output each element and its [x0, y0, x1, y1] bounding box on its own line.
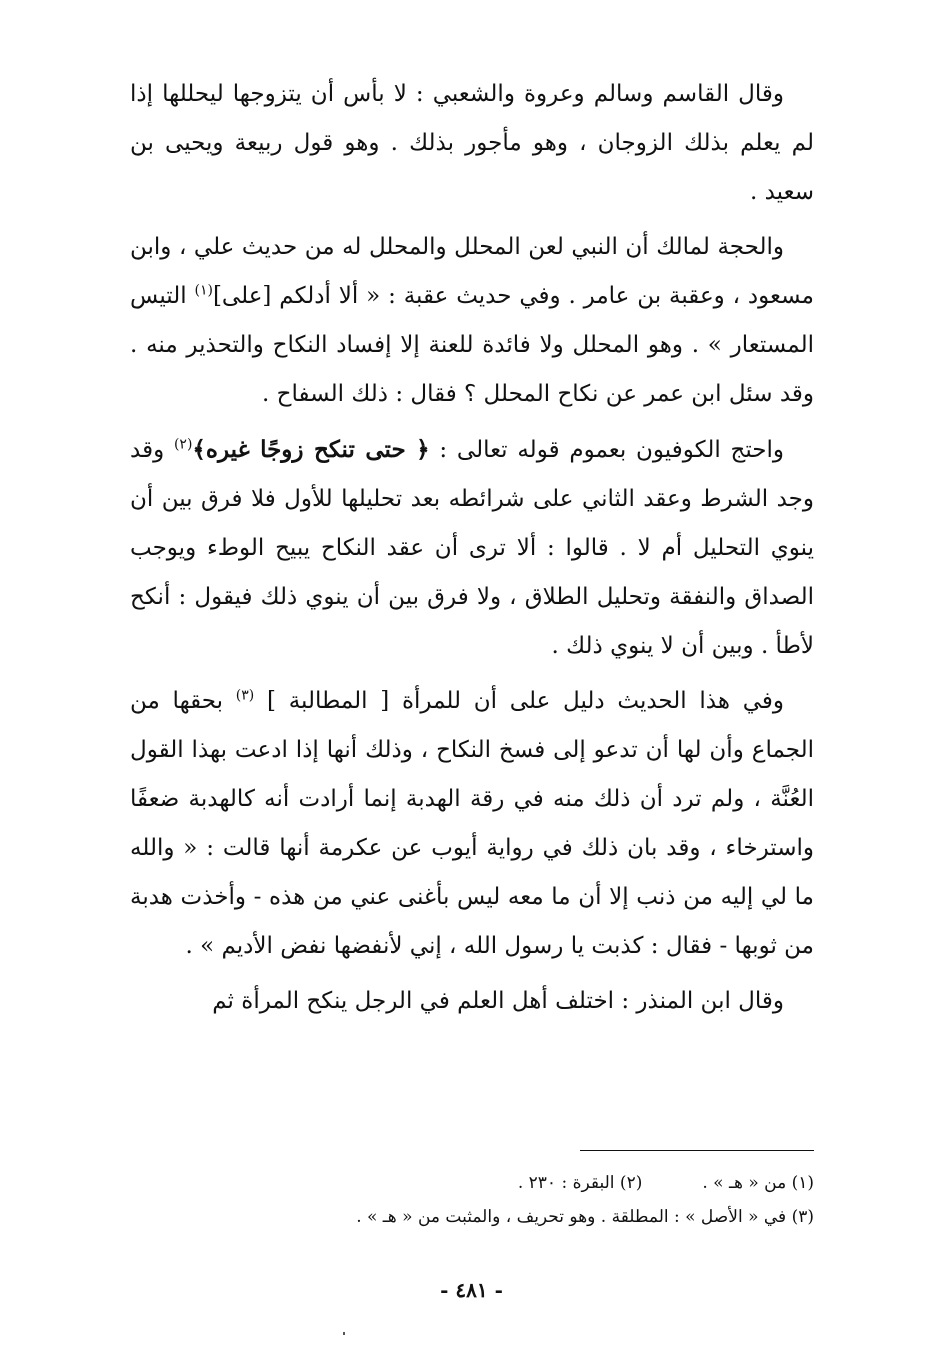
- paragraph-3-text-before: واحتج الكوفيون بعموم قوله تعالى :: [429, 437, 784, 463]
- footnote-row-2: [130, 1200, 814, 1234]
- footnote-row-1: [130, 1166, 814, 1200]
- paragraph-5: [130, 977, 814, 1026]
- paragraph-2: [130, 223, 814, 419]
- paragraph-4-text-after: بحقها من الجماع وأن لها أن تدعو إلى فسخ النكاح ، وذلك أنها إذا ادعت بهذا القول العُنَّة ، ولم ترد أن ذلك منه في رقة الهدبة إنما أرادت أنه كالهدبة ضعفًا واسترخاء ، وقد بان ذلك في رواية أيوب عن عكرمة أنها قالت : « والله ما لي إليه من ذنب إلا أن ما معه ليس بأغنى عني من هذه - وأخذت هدبة من ثوبها - فقال : كذبت يا رسول الله ، إني لأنفضها نفض الأديم » .: [130, 688, 814, 959]
- paragraph-5-text: وقال ابن المنذر : اختلف أهل العلم في الرجل ينكح المرأة ثم: [212, 988, 784, 1014]
- footnote-ref-3: (٣): [235, 687, 255, 704]
- footnotes: [130, 1166, 814, 1234]
- footnote-separator: [580, 1150, 814, 1151]
- scan-speck: [343, 1332, 345, 1335]
- footnote-2: (٢) البقرة : ٢٣٠ .: [517, 1173, 643, 1193]
- paragraph-2-text-before: والحجة لمالك أن النبي لعن المحلل والمحلل له من حديث علي ، وابن مسعود ، وعقبة بن عامر . وفي حديث عقبة : « ألا أدلكم [على]: [130, 234, 814, 309]
- footnote-ref-1: (١): [194, 282, 213, 299]
- page-number: - ٤٨١ -: [440, 1278, 503, 1302]
- paragraph-1: [130, 70, 814, 217]
- paragraph-2-text-after: التيس المستعار » . وهو المحلل ولا فائدة للعنة إلا إفساد النكاح والتحذير منه . وقد سئل ابن عمر عن نكاح المحلل ؟ فقال : ذلك السفاح .: [130, 283, 814, 407]
- main-text: [130, 70, 814, 1032]
- paragraph-4: [130, 677, 814, 971]
- paragraph-1-text: وقال القاسم وسالم وعروة والشعبي : لا بأس أن يتزوجها ليحللها إذا لم يعلم بذلك الزوجان ، وهو مأجور بذلك . وهو قول ربيعة ويحيى بن سعيد .: [130, 81, 814, 205]
- footnote-3: (٣) في « الأصل » : المطلقة . وهو تحريف ، والمثبت من « هـ » .: [356, 1207, 814, 1227]
- footnote-1: (١) من « هـ » .: [702, 1173, 814, 1193]
- paragraph-4-text-before: وفي هذا الحديث دليل على أن للمرأة [ المطالبة ]: [254, 688, 784, 714]
- quran-verse: ﴿ حتى تنكح زوجًا غيره﴾: [192, 436, 430, 463]
- paragraph-3: [130, 425, 814, 671]
- paragraph-3-text-after: وقد وجد الشرط وعقد الثاني على شرائطه بعد تحليلها للأول فلا فرق بين أن ينوي التحليل أم لا . قالوا : ألا ترى أن عقد النكاح يبيح الوطء ويوجب الصداق والنفقة وتحليل الطلاق ، ولا فرق بين أن ينوي ذلك فيقول : أنكح لأطأ . وبين أن لا ينوي ذلك .: [130, 437, 814, 659]
- footnote-ref-2: (٢): [173, 436, 193, 453]
